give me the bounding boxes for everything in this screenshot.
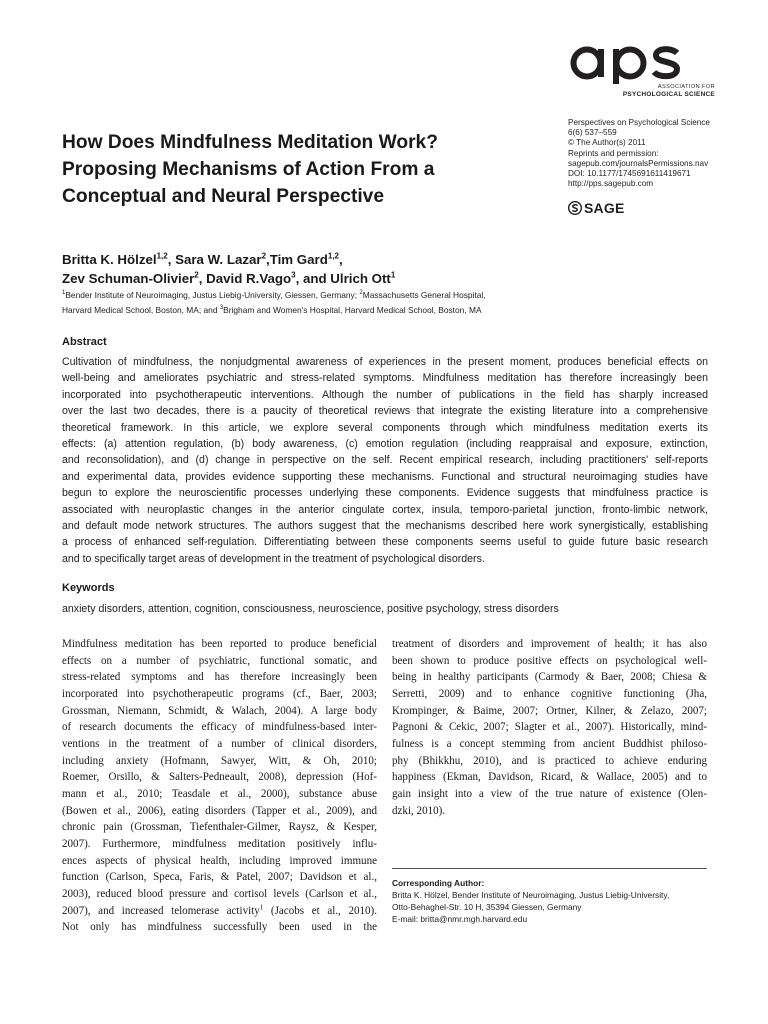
aps-wordmark-graphic	[565, 38, 715, 84]
abstract-line: over the last two decades, there is a paucity of theoretical reviews that integrate the existing literature into a comprehensive	[62, 405, 708, 418]
affiliation-ref: 3	[291, 270, 296, 280]
body-line: Not only has mindfulness successfully been used in the	[62, 921, 377, 934]
sage-wordmark: SAGE	[584, 200, 625, 216]
body-line	[62, 903, 377, 920]
abstract-heading: Abstract	[62, 336, 107, 348]
body-line: function (Carlson, Speca, Faris, & Patel, 2007; Davidson et al.,	[62, 871, 377, 884]
author-name: , David R.Vago	[198, 271, 292, 286]
author-name: Zev Schuman-Olivier	[62, 271, 195, 286]
body-line: Krompinger, & Baime, 2007; Ortner, Kilner, & Zelazo, 2007;	[392, 704, 707, 717]
abstract-line: associated with neuroplastic changes in the anterior cingulate cortex, insula, temporo-parietal junction, fronto-limbic network,	[62, 503, 708, 516]
doi[interactable]: DOI: 10.1177/1745691611419671	[568, 169, 691, 179]
author-name: , Sara W. Lazar	[167, 252, 262, 267]
body-line: fulness is a concept stemming from ancient Buddhist philoso-	[392, 737, 707, 750]
keywords-heading: Keywords	[62, 582, 115, 594]
body-line: being in healthy participants (Carmody & Baer, 2008; Chiesa &	[392, 671, 707, 684]
title-line: Conceptual and Neural Perspective	[62, 186, 385, 207]
body-line: of research documents the efficacy of mindfulness-based inter-	[62, 721, 377, 734]
corresponding-author-email[interactable]: E-mail: britta@nmr.mgh.harvard.edu	[392, 914, 528, 924]
body-line: ventions in the treatment of a number of clinical disorders,	[62, 737, 377, 750]
abstract-line: incorporated into psychotherapeutic interventions. Although the number of publications in the field has sharply increased	[62, 388, 708, 401]
reprints-label: Reprints and permission:	[568, 148, 659, 158]
aps-logo	[565, 38, 715, 108]
footnote-ref[interactable]: 1	[259, 902, 264, 911]
logo-subtitle-line1: ASSOCIATION FOR	[657, 84, 715, 90]
author-name: ,Tim Gard	[266, 252, 328, 267]
body-line: happiness (Ekman, Davidson, Ricard, & Wallace, 2005) and to	[392, 771, 707, 784]
body-line: mann et al., 2010; Teasdale et al., 2000), substance abuse	[62, 787, 377, 800]
volume-pages: 6(6) 537–559	[568, 128, 617, 138]
permissions-link[interactable]: sagepub.com/journalsPermissions.nav	[568, 158, 709, 168]
abstract-line: theoretical framework. In this article, we explore several components through which mindfulness meditation exerts its	[62, 421, 708, 434]
body-line: stress-related symptoms and has therefore increasingly been	[62, 671, 377, 684]
corresponding-author-line: Britta K. Hölzel, Bender Institute of Neuroimaging, Justus Liebig-University,	[392, 890, 670, 900]
author-name: Britta K. Hölzel	[62, 252, 157, 267]
affiliation-line	[62, 288, 722, 303]
copyright: © The Author(s) 2011	[568, 138, 646, 148]
affiliation-ref: 1,2	[327, 251, 339, 261]
author-line	[62, 250, 622, 269]
title-line: How Does Mindfulness Meditation Work?	[62, 132, 438, 153]
separator: ,	[338, 252, 343, 267]
body-line: 2007). Furthermore, mindfulness meditation positively influ-	[62, 837, 377, 850]
affiliation-ref: 1,2	[156, 251, 168, 261]
journal-url[interactable]: http://pps.sagepub.com	[568, 179, 654, 189]
affiliation-ref: 1	[390, 270, 396, 280]
abstract-line: begun to explore the neuroscientific processes underlying these components. Evidence suggests that mindfulness practice is	[62, 487, 708, 500]
affiliation-text: Bender Institute of Neuroimaging, Justus Liebig-University, Giessen, Germany;	[65, 290, 360, 300]
logo-subtitle-line2: PSYCHOLOGICAL SCIENCE	[622, 91, 715, 98]
body-line: Roemer, Orsillo, & Salters-Pedneault, 2008), depression (Hof-	[62, 771, 377, 784]
title-line: Proposing Mechanisms of Action From a	[62, 159, 435, 180]
body-line: phy (Bhikkhu, 2010), and is practiced to achieve enduring	[392, 754, 707, 767]
affiliation-line	[62, 303, 722, 318]
footnote-divider	[392, 868, 707, 869]
affiliation-text: Brigham and Women's Hospital, Harvard Medical School, Boston, MA	[223, 304, 482, 315]
body-column-right	[392, 636, 707, 819]
corresponding-author	[392, 877, 712, 925]
body-line: been shown to produce positive effects on psychological well-	[392, 654, 707, 667]
body-line: dzki, 2010).	[392, 804, 446, 817]
corresponding-author-heading: Corresponding Author:	[392, 878, 485, 888]
affiliation-ref: 2	[261, 251, 267, 261]
abstract-line: a process of enhanced self-regulation. Differentiating between these components seems useful to guide future basic research	[62, 536, 708, 549]
author-name: , and Ulrich Ott	[295, 271, 391, 286]
body-line: Serretti, 2009) and to enhance cognitive functioning (Jha,	[392, 687, 707, 700]
abstract-line: and to specifically target areas of development in the treatment of psychological disorders.	[62, 552, 485, 565]
abstract-line: well-being and ameliorates psychiatric and stress-related symptoms. Mindfulness meditation has therefore increasingly been	[62, 372, 708, 385]
journal-info	[568, 118, 758, 189]
body-line: incorporated into psychotherapeutic programs (cf., Baer, 2003;	[62, 687, 377, 700]
affiliation-number: 2	[359, 290, 363, 297]
author-list	[62, 250, 622, 288]
affiliation-text: Massachusetts General Hospital,	[362, 290, 486, 300]
body-line: effects on a number of psychiatric, functional somatic, and	[62, 654, 377, 667]
body-line: including anxiety (Hofmann, Sawyer, Witt, & Oh, 2010;	[62, 754, 377, 767]
abstract-text	[62, 354, 708, 567]
abstract-line: effects: (a) attention regulation, (b) body awareness, (c) emotion regulation (including reappraisal and exposure, extinction,	[62, 438, 708, 451]
body-line: gain insight into a view of the true nature of existence (Olen-	[392, 787, 707, 800]
affiliations	[62, 288, 722, 317]
abstract-line: and reconsolidation), and (d) change in perspective on the self. Recent empirical research, including practitioners' self-reports	[62, 454, 708, 467]
body-text: 2007), and increased telomerase activity	[62, 904, 260, 917]
body-line: (Bowen et al., 2006), eating disorders (Tapper et al., 2009), and	[62, 804, 377, 817]
body-line: Grossman, Niemann, Schmidt, & Walach, 2004). A large body	[62, 704, 377, 717]
body-line: 2003), reduced blood pressure and cortisol levels (Carlson et al.,	[62, 887, 377, 900]
body-line: Mindfulness meditation has been reported to produce beneficial	[62, 638, 377, 650]
corresponding-author-line: Otto-Behaghel-Str. 10 H, 35394 Giessen, Germany	[392, 902, 582, 912]
abstract-line: and default mode network structures. The authors suggest that the mechanisms described here work synergistically, establishing	[62, 520, 708, 533]
body-line: ences aspects of physical health, including improved immune	[62, 854, 377, 867]
abstract-line: Cultivation of mindfulness, the nonjudgmental awareness of experiences in the present moment, produces beneficial effects on	[62, 356, 708, 368]
body-line: treatment of disorders and improvement of health; it has also	[392, 638, 707, 650]
sage-logo	[568, 200, 624, 216]
article-title	[62, 129, 532, 210]
body-line: Pagnoni & Cekic, 2007; Slagter et al., 2007). Historically, mind-	[392, 721, 707, 734]
body-column-left	[62, 636, 377, 936]
affiliation-number: 3	[219, 304, 224, 311]
affiliation-ref: 2	[194, 270, 199, 280]
keywords-list: anxiety disorders, attention, cognition, consciousness, neuroscience, positive psychology, stress disorders	[62, 603, 559, 615]
body-text: (Jacobs et al., 2010).	[263, 904, 377, 917]
abstract-line: and experimental data, provides evidence supporting these mechanisms. Functional and structural neuroimaging studies have	[62, 470, 708, 483]
journal-name: Perspectives on Psychological Science	[568, 118, 710, 127]
affiliation-text: Harvard Medical School, Boston, MA; and	[62, 304, 220, 315]
sage-s-icon	[568, 201, 582, 215]
affiliation-number: 1	[62, 290, 66, 297]
body-line: chronic pain (Grossman, Tiefenthaler-Gilmer, Raysz, & Kesper,	[62, 821, 377, 834]
author-line	[62, 269, 622, 288]
